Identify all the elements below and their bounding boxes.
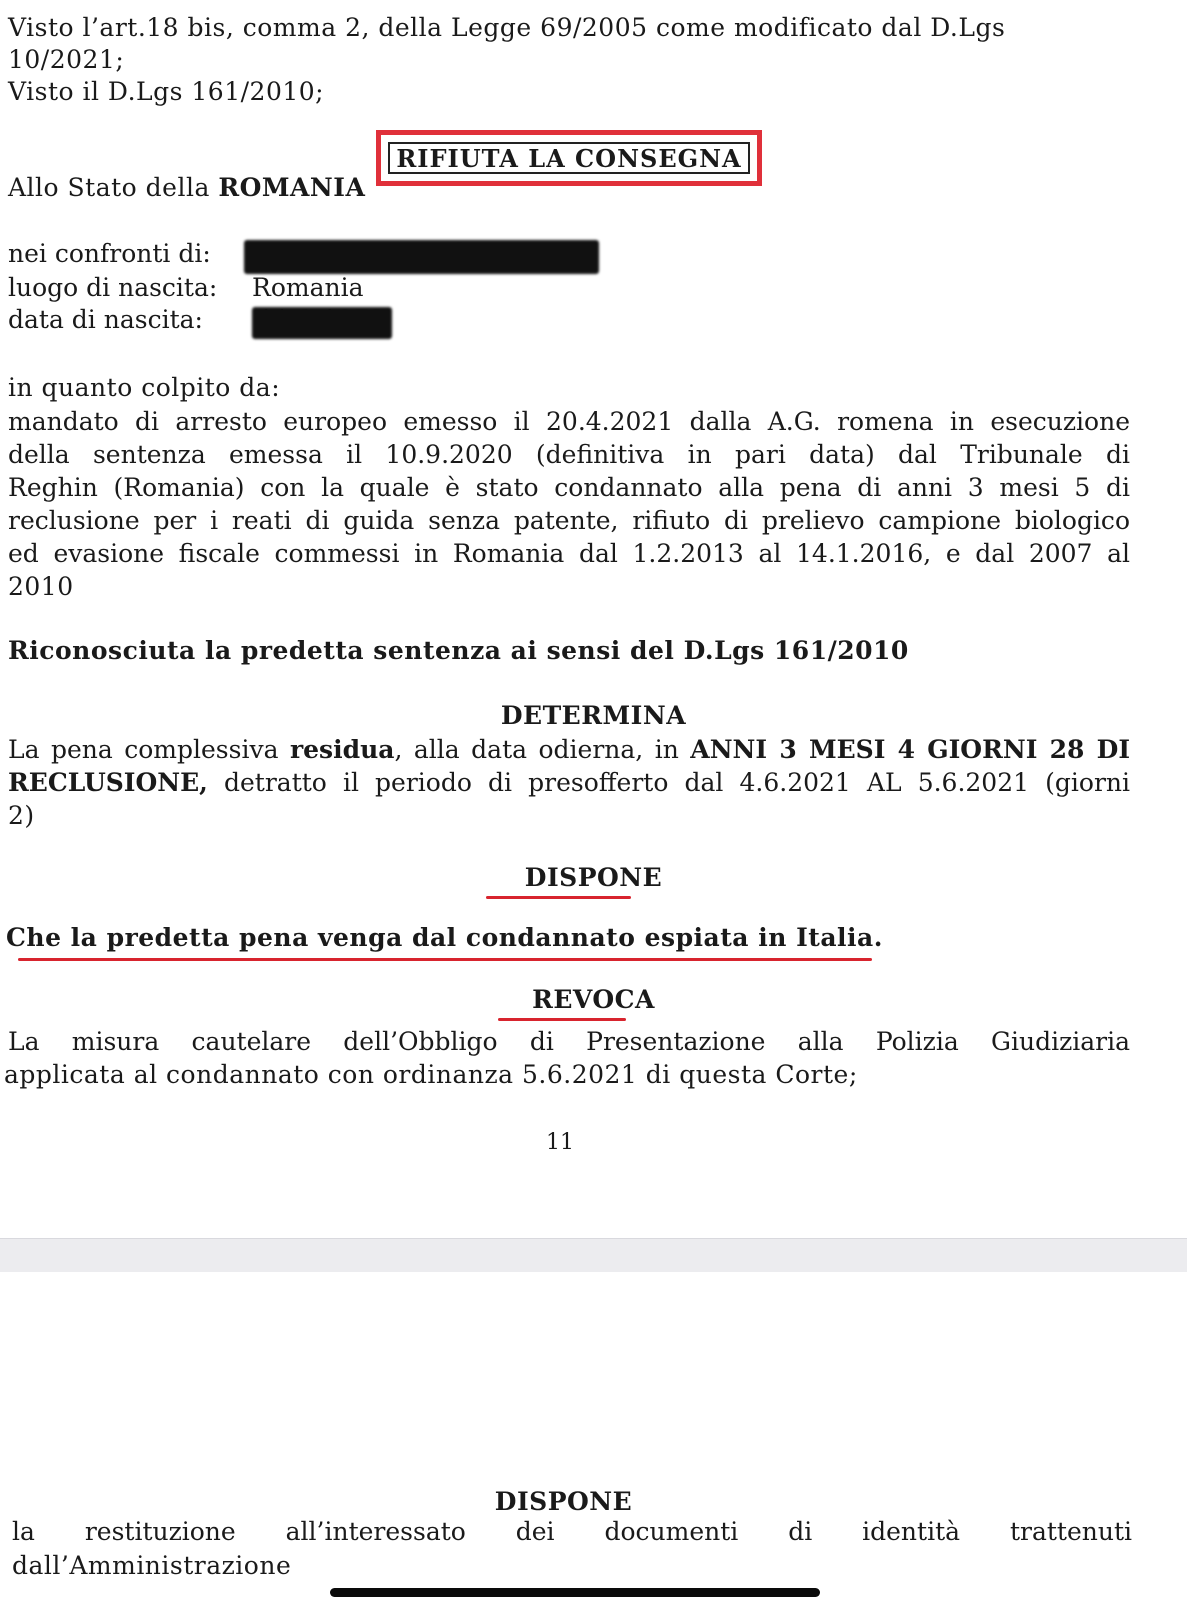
warrant-line-2: della sentenza emessa il 10.9.2020 (definitiva in pari data) dal Tribunale di bbox=[8, 440, 1130, 469]
hit-by-line: in quanto colpito da: bbox=[8, 373, 281, 402]
intro-line-3: Visto il D.Lgs 161/2010; bbox=[8, 77, 325, 106]
state-line bbox=[8, 172, 365, 204]
dispone-text: Che la predetta pena venga dal condannato espiata in Italia. bbox=[6, 923, 883, 952]
refuse-heading-highlight bbox=[376, 130, 762, 186]
page-number: 11 bbox=[546, 1130, 574, 1155]
dispone-heading: DISPONE bbox=[524, 863, 663, 892]
state-prefix: Allo Stato della bbox=[8, 173, 219, 202]
determina-line-3: 2) bbox=[8, 801, 35, 830]
restitution-line-2: dall’Amministrazione bbox=[12, 1551, 292, 1580]
determina-heading: DETERMINA bbox=[500, 701, 687, 730]
determina-text-c: , alla data odierna, in bbox=[394, 735, 691, 764]
revoca-heading: REVOCA bbox=[532, 985, 655, 1014]
determina-text-a: La pena complessiva bbox=[8, 735, 290, 764]
home-indicator[interactable] bbox=[330, 1588, 820, 1597]
dispone-underline bbox=[486, 896, 631, 899]
intro-line-1: Visto l’art.18 bis, comma 2, della Legge 69/2005 come modificato dal D.Lgs bbox=[8, 13, 1006, 42]
determina-term: ANNI 3 MESI 4 GIORNI 28 DI bbox=[690, 735, 1131, 764]
dispone-heading-2: DISPONE bbox=[494, 1487, 633, 1516]
document-page-12 bbox=[0, 1272, 1187, 1600]
warrant-line-3: Reghin (Romania) con la quale è stato condannato alla pena di anni 3 mesi 5 di bbox=[8, 473, 1130, 502]
refuse-heading: RIFIUTA LA CONSEGNA bbox=[388, 142, 750, 174]
birthplace-label: luogo di nascita: bbox=[8, 273, 218, 302]
warrant-line-5: ed evasione fiscale commessi in Romania dal 1.2.2013 al 14.1.2016, e dal 2007 al bbox=[8, 539, 1130, 568]
determina-line-1 bbox=[8, 734, 1130, 766]
intro-line-2: 10/2021; bbox=[8, 45, 125, 74]
revoca-line-2: applicata al condannato con ordinanza 5.6.2021 di questa Corte; bbox=[4, 1060, 858, 1089]
recognized-line: Riconosciuta la predetta sentenza ai sensi del D.Lgs 161/2010 bbox=[8, 636, 909, 665]
determina-reclusione: RECLUSIONE, bbox=[8, 768, 208, 797]
warrant-line-4: reclusione per i reati di guida senza patente, rifiuto di prelievo campione biologico bbox=[8, 506, 1130, 535]
birthplace-value: Romania bbox=[252, 273, 364, 302]
state-name: ROMANIA bbox=[218, 173, 366, 202]
warrant-line-6: 2010 bbox=[8, 572, 74, 601]
dispone-text-underline bbox=[18, 958, 872, 961]
page-separator bbox=[0, 1238, 1187, 1274]
name-label: nei confronti di: bbox=[8, 239, 211, 268]
name-redaction bbox=[244, 240, 599, 274]
determina-text-f: detratto il periodo di presofferto dal 4.6.2021 AL 5.6.2021 (giorni bbox=[207, 768, 1130, 797]
revoca-underline bbox=[498, 1018, 626, 1021]
birthdate-label: data di nascita: bbox=[8, 305, 203, 334]
determina-line-2 bbox=[8, 767, 1130, 799]
determina-residua: residua bbox=[289, 735, 395, 764]
warrant-line-1: mandato di arresto europeo emesso il 20.4.2021 dalla A.G. romena in esecuzione bbox=[8, 407, 1130, 436]
revoca-line-1: La misura cautelare dell’Obbligo di Presentazione alla Polizia Giudiziaria bbox=[8, 1027, 1130, 1056]
birthdate-redaction bbox=[252, 307, 392, 339]
restitution-line-1: la restituzione all’interessato dei documenti di identità trattenuti bbox=[12, 1517, 1132, 1546]
